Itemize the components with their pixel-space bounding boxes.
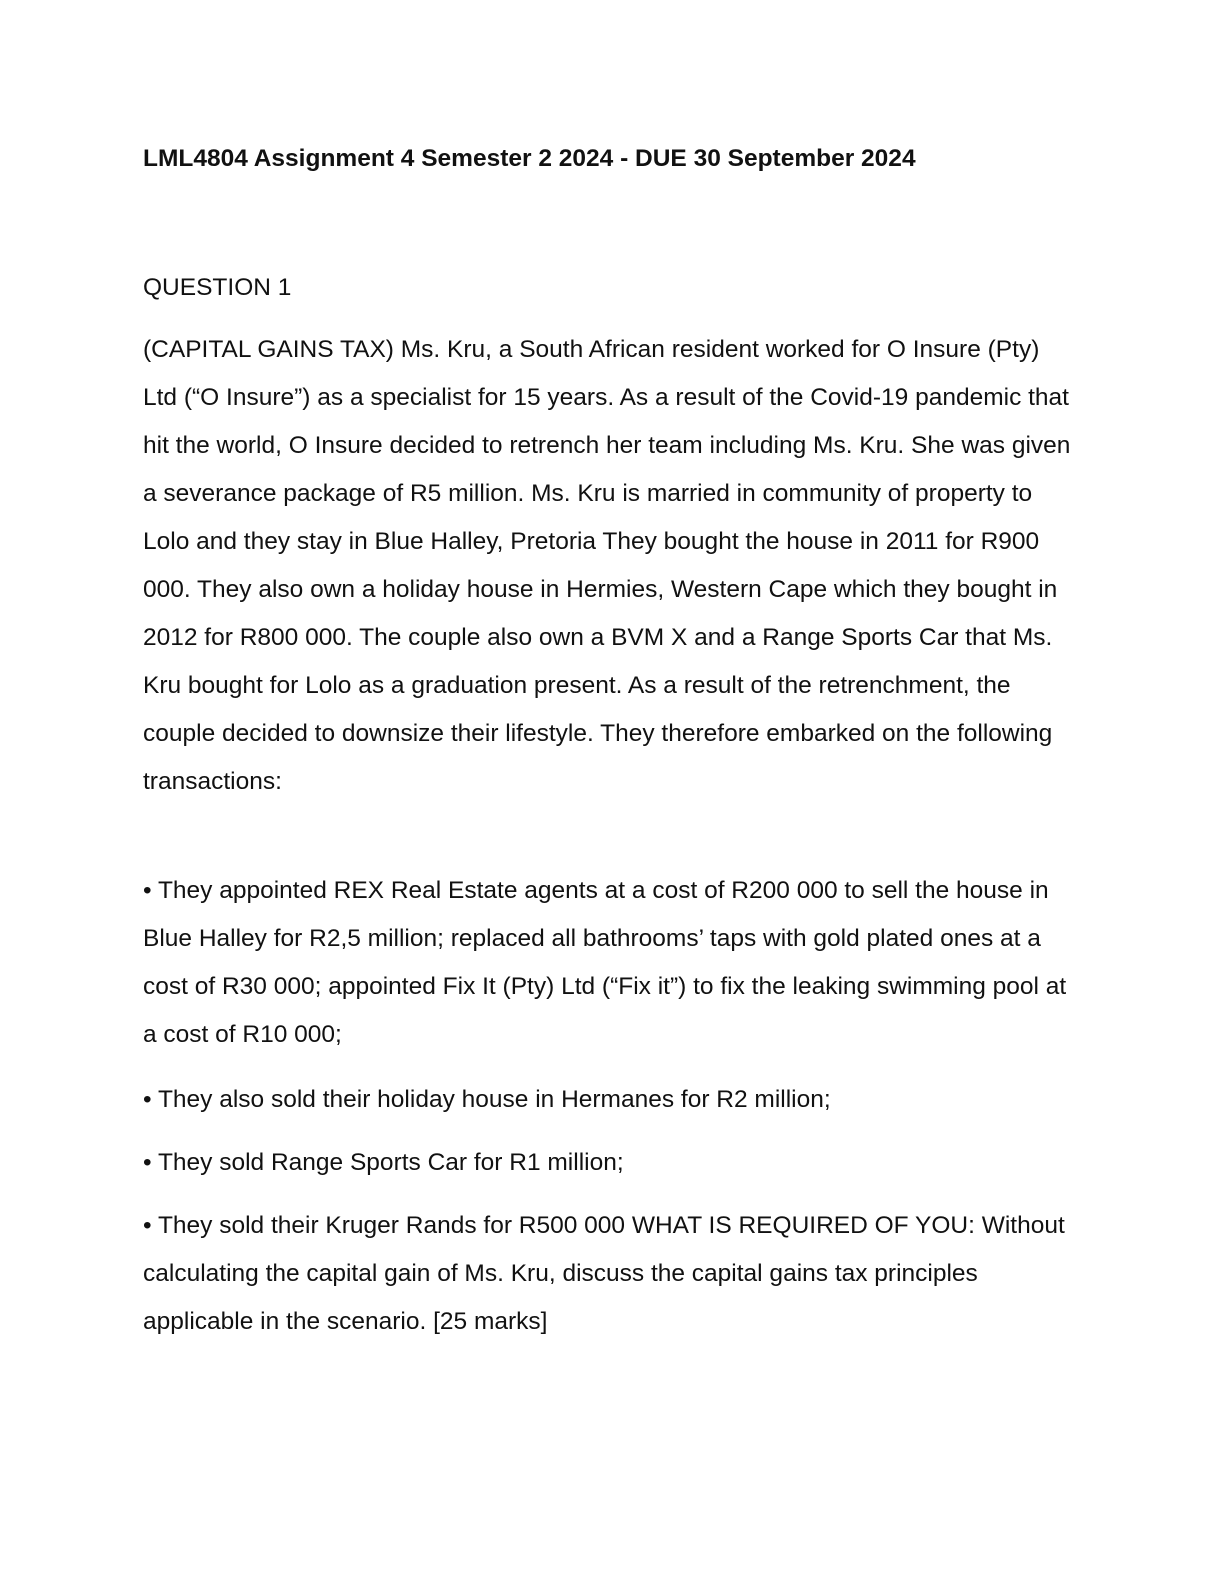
question-label: QUESTION 1 [143, 274, 292, 301]
transaction-bullet: • They sold their Kruger Rands for R500 000 WHAT IS REQUIRED OF YOU: Without calculating the capital gain of Ms. Kru, discuss the capital gains tax principles applicable in the scenario. [25 marks] [143, 1212, 1065, 1335]
document-title: LML4804 Assignment 4 Semester 2 2024 - DUE 30 September 2024 [143, 145, 916, 172]
scenario-paragraph: (CAPITAL GAINS TAX) Ms. Kru, a South African resident worked for O Insure (Pty) Ltd (“O Insure”) as a specialist for 15 years. As a result of the Covid-19 pandemic that hit the world, O Insure decided to retrench her team including Ms. Kru. She was given a severance package of R5 million. Ms. Kru is married in community of property to Lolo and they stay in Blue Halley, Pretoria They bought the house in 2011 for R900 000. They also own a holiday house in Hermies, Western Cape which they bought in 2012 for R800 000. The couple also own a BVM X and a Range Sports Car that Ms. Kru bought for Lolo as a graduation present. As a result of the retrenchment, the couple decided to downsize their lifestyle. They therefore embarked on the following transactions: [143, 336, 1071, 795]
transaction-bullet: • They also sold their holiday house in Hermanes for R2 million; [143, 1086, 831, 1113]
transaction-bullet: • They sold Range Sports Car for R1 million; [143, 1149, 624, 1176]
transaction-bullet: • They appointed REX Real Estate agents at a cost of R200 000 to sell the house in Blue Halley for R2,5 million; replaced all bathrooms’ taps with gold plated ones at a cost of R30 000; appointed Fix It (Pty) Ltd (“Fix it”) to fix the leaking swimming pool at a cost of R10 000; [143, 877, 1067, 1048]
